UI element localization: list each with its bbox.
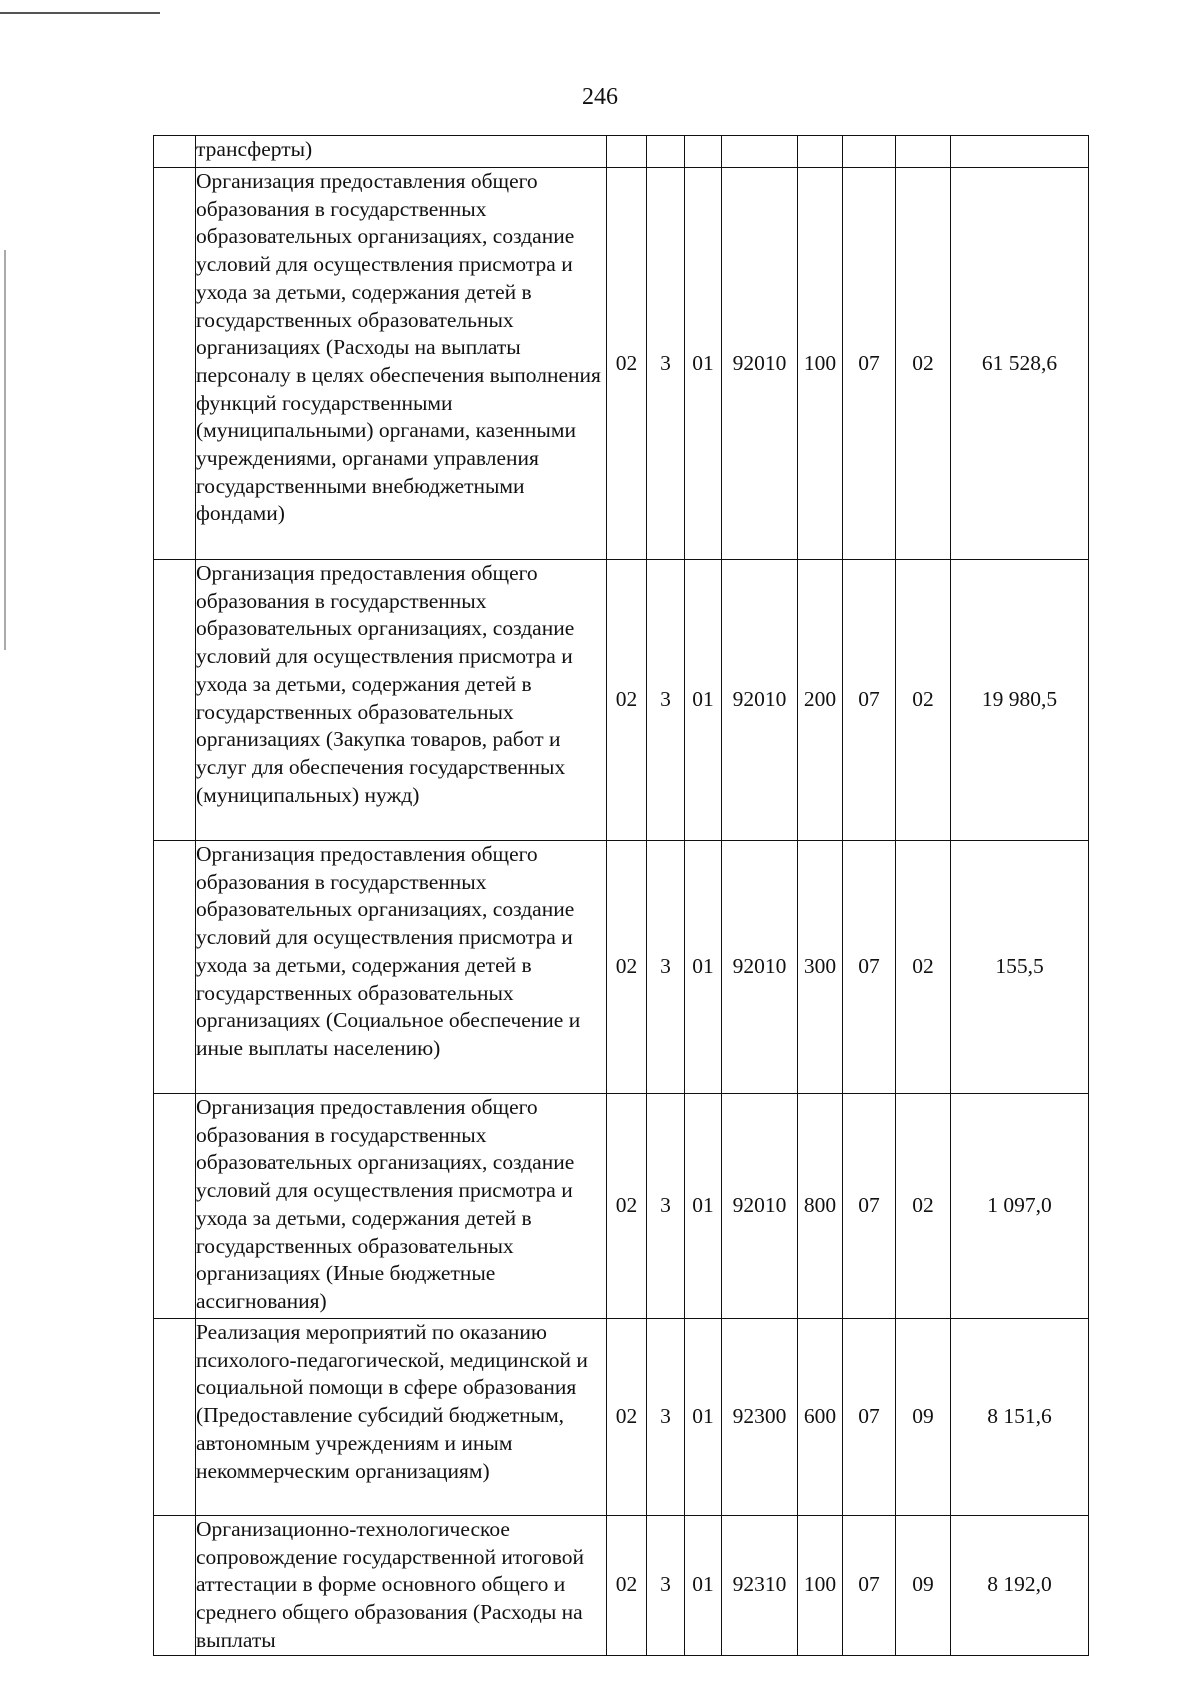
row-name-cell [154, 1516, 196, 1656]
code-cell: 01 [685, 1319, 722, 1516]
code-cell: 3 [647, 560, 685, 841]
code-cell: 3 [647, 841, 685, 1094]
amount-cell: 8 151,6 [951, 1319, 1089, 1516]
code-cell: 02 [607, 841, 647, 1094]
scan-edge-mark [4, 250, 6, 650]
code-cell [647, 136, 685, 168]
row-name-cell [154, 168, 196, 560]
code-cell: 01 [685, 1094, 722, 1319]
code-cell [798, 136, 843, 168]
code-cell: 100 [798, 168, 843, 560]
code-cell: 07 [843, 1094, 896, 1319]
code-cell: 07 [843, 841, 896, 1094]
code-cell: 3 [647, 1516, 685, 1656]
amount-cell: 61 528,6 [951, 168, 1089, 560]
code-cell: 92310 [722, 1516, 798, 1656]
code-cell: 07 [843, 560, 896, 841]
code-cell: 3 [647, 1094, 685, 1319]
table-row [154, 841, 1089, 1094]
row-description: Организация предоставления общего образования в государственных образовательных организациях, создание условий для осуществления присмотра и ухода за детьми, содержания детей в государственных образовательных организациях (Расходы на выплаты персоналу в целях обеспечения выполнения функций государственными (муниципальными) органами, казенными учреждениями, органами управления государственными внебюджетными фондами) [196, 168, 607, 560]
code-cell: 02 [607, 1319, 647, 1516]
row-description: Организация предоставления общего образования в государственных образовательных организациях, создание условий для осуществления присмотра и ухода за детьми, содержания детей в государственных образовательных организациях (Социальное обеспечение и иные выплаты населению) [196, 841, 607, 1094]
amount-cell: 8 192,0 [951, 1516, 1089, 1656]
code-cell: 07 [843, 1319, 896, 1516]
page-number: 246 [582, 84, 618, 110]
table-row [154, 1094, 1089, 1319]
code-cell: 09 [896, 1319, 951, 1516]
table-row [154, 560, 1089, 841]
code-cell: 92010 [722, 168, 798, 560]
code-cell: 07 [843, 1516, 896, 1656]
code-cell: 09 [896, 1516, 951, 1656]
code-cell: 02 [896, 841, 951, 1094]
code-cell: 01 [685, 168, 722, 560]
code-cell: 02 [607, 168, 647, 560]
code-cell: 02 [896, 560, 951, 841]
code-cell: 02 [607, 1516, 647, 1656]
code-cell: 01 [685, 1516, 722, 1656]
table-row [154, 1516, 1089, 1656]
amount-cell: 19 980,5 [951, 560, 1089, 841]
budget-table [153, 135, 1089, 1656]
row-description: трансферты) [196, 136, 607, 168]
code-cell: 800 [798, 1094, 843, 1319]
code-cell [843, 136, 896, 168]
table-row [154, 168, 1089, 560]
row-description: Организация предоставления общего образования в государственных образовательных организациях, создание условий для осуществления присмотра и ухода за детьми, содержания детей в государственных образовательных организациях (Иные бюджетные ассигнования) [196, 1094, 607, 1319]
code-cell: 92010 [722, 841, 798, 1094]
amount-cell: 155,5 [951, 841, 1089, 1094]
amount-cell: 1 097,0 [951, 1094, 1089, 1319]
code-cell [722, 136, 798, 168]
row-description: Организационно-технологическое сопровождение государственной итоговой аттестации в форме основного общего и среднего общего образования (Расходы на выплаты [196, 1516, 607, 1656]
code-cell: 300 [798, 841, 843, 1094]
code-cell: 3 [647, 168, 685, 560]
code-cell: 3 [647, 1319, 685, 1516]
code-cell: 100 [798, 1516, 843, 1656]
code-cell: 02 [607, 560, 647, 841]
code-cell: 92300 [722, 1319, 798, 1516]
table-row [154, 136, 1089, 168]
code-cell [607, 136, 647, 168]
code-cell: 07 [843, 168, 896, 560]
code-cell: 02 [896, 168, 951, 560]
code-cell: 92010 [722, 560, 798, 841]
code-cell: 01 [685, 841, 722, 1094]
row-name-cell [154, 560, 196, 841]
row-name-cell [154, 841, 196, 1094]
amount-cell [951, 136, 1089, 168]
row-description: Реализация мероприятий по оказанию психолого-педагогической, медицинской и социальной помощи в сфере образования (Предоставление субсидий бюджетным, автономным учреждениям и иным некоммерческим организациям) [196, 1319, 607, 1516]
code-cell: 92010 [722, 1094, 798, 1319]
code-cell: 02 [896, 1094, 951, 1319]
row-name-cell [154, 1094, 196, 1319]
scan-edge-mark [0, 12, 160, 14]
code-cell: 600 [798, 1319, 843, 1516]
row-name-cell [154, 1319, 196, 1516]
row-description: Организация предоставления общего образования в государственных образовательных организациях, создание условий для осуществления присмотра и ухода за детьми, содержания детей в государственных образовательных организациях (Закупка товаров, работ и услуг для обеспечения государственных (муниципальных) нужд) [196, 560, 607, 841]
code-cell: 02 [607, 1094, 647, 1319]
code-cell: 01 [685, 560, 722, 841]
row-name-cell [154, 136, 196, 168]
code-cell [685, 136, 722, 168]
table-row [154, 1319, 1089, 1516]
code-cell [896, 136, 951, 168]
code-cell: 200 [798, 560, 843, 841]
